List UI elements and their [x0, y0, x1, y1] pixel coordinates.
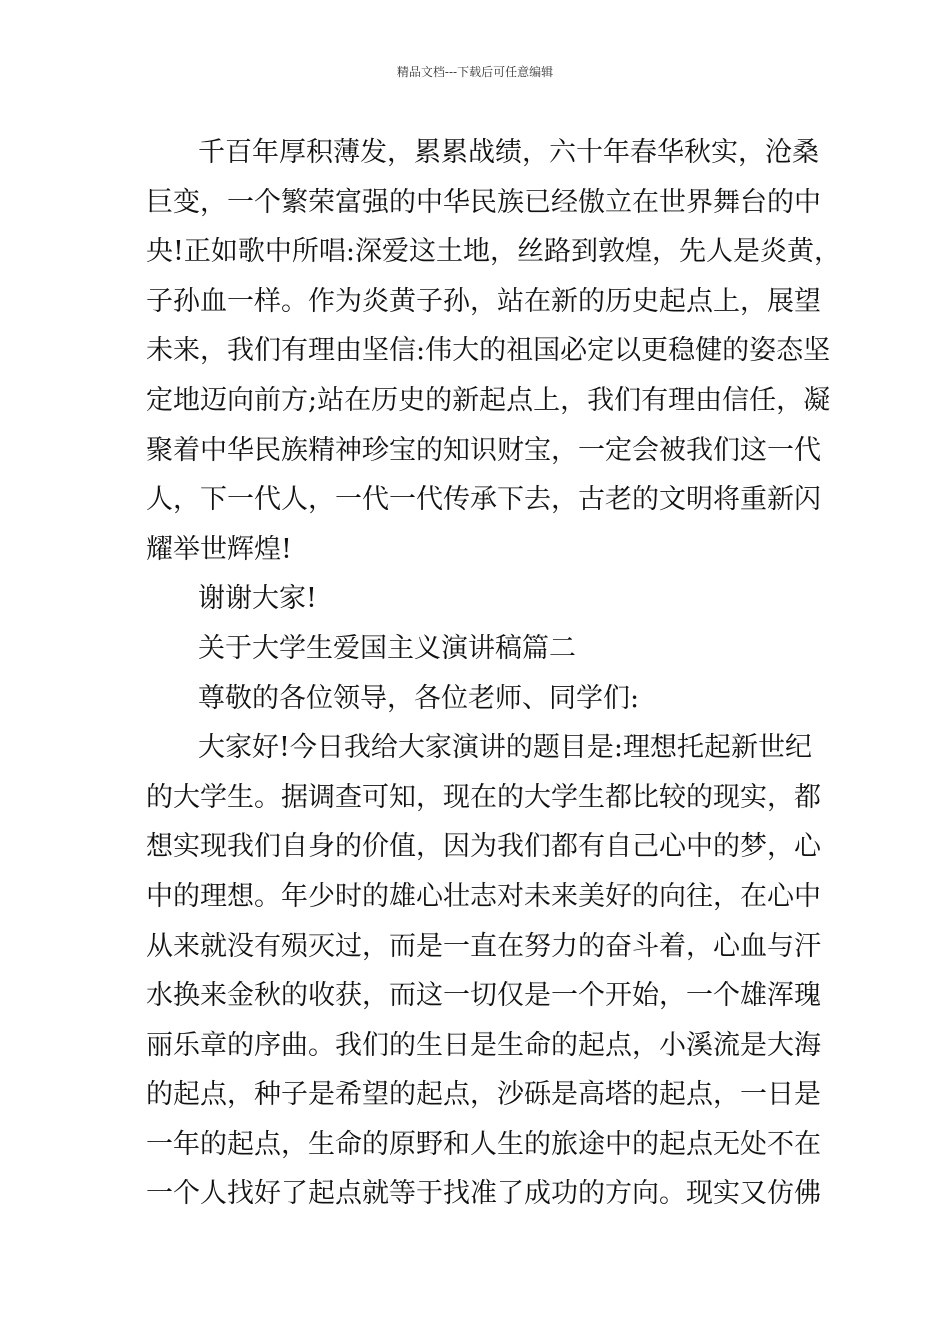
text-line: 千百年厚积薄发，累累战绩，六十年春华秋实，沧桑	[198, 137, 819, 168]
text-line: 中的理想。年少时的雄心壮志对未来美好的向往，在心中	[146, 880, 821, 912]
text-line: 央!正如歌中所唱:深爱这土地，丝路到敦煌，先人是炎黄，	[146, 236, 841, 268]
text-line: 一个人找好了起点就等于找准了成功的方向。现实又仿佛	[146, 1178, 821, 1210]
section-title: 关于大学生爱国主义演讲稿篇二	[198, 632, 576, 664]
text-line: 一年的起点，生命的原野和人生的旅途中的起点无处不在	[146, 1128, 821, 1160]
text-line: 大家好!今日我给大家演讲的题目是:理想托起新世纪	[198, 732, 812, 764]
page-header: 精品文档---下载后可任意编辑	[396, 65, 554, 79]
text-line: 巨变，一个繁荣富强的中华民族已经傲立在世界舞台的中	[146, 186, 821, 218]
text-line: 想实现我们自身的价值，因为我们都有自己心中的梦，心	[146, 831, 821, 863]
text-line: 人，下一代人，一代一代传承下去，古老的文明将重新闪	[146, 484, 821, 516]
text-line: 子孙血一样。作为炎黄子孙，站在新的历史起点上，展望	[146, 285, 821, 317]
text-line: 水换来金秋的收获，而这一切仅是一个开始，一个雄浑瑰	[146, 980, 821, 1012]
document-body	[146, 128, 841, 1219]
text-line: 未来，我们有理由坚信:伟大的祖国必定以更稳健的姿态坚	[146, 335, 831, 367]
closing-line: 谢谢大家!	[198, 583, 317, 615]
text-line: 丽乐章的序曲。我们的生日是生命的起点，小溪流是大海	[146, 1029, 821, 1061]
text-line: 的起点，种子是希望的起点，沙砾是高塔的起点，一日是	[146, 1079, 821, 1111]
text-line: 从来就没有殒灭过，而是一直在努力的奋斗着，心血与汗	[146, 930, 821, 962]
text-line: 聚着中华民族精神珍宝的知识财宝，一定会被我们这一代	[146, 434, 821, 466]
text-line: 耀举世辉煌!	[146, 533, 292, 565]
text-line: 的大学生。据调查可知，现在的大学生都比较的现实，都	[146, 781, 821, 813]
salutation-line: 尊敬的各位领导，各位老师、同学们:	[198, 682, 640, 714]
text-line: 定地迈向前方;站在历史的新起点上，我们有理由信任，凝	[146, 384, 831, 416]
